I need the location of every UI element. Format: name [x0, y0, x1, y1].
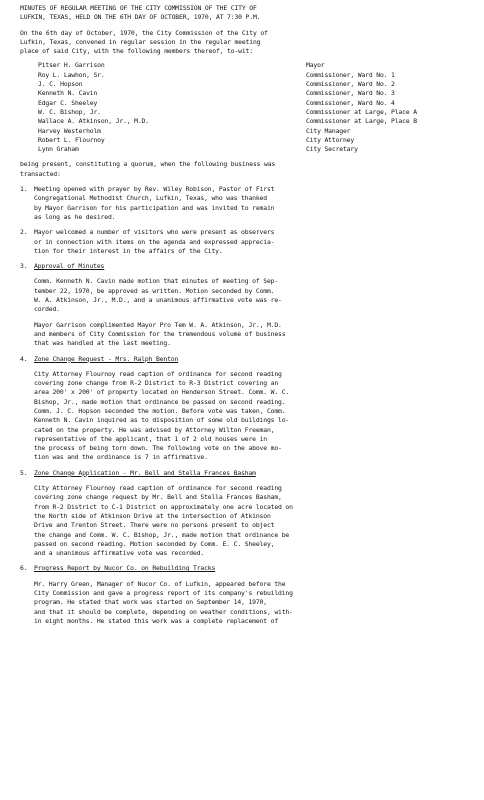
- paragraph-line: area 200' x 200' of property located on Henderson Street. Comm. W. C.: [34, 388, 290, 397]
- paragraph-line: Kenneth N. Cavin inquired as to disposition of some old buildings lo-: [34, 416, 290, 425]
- paragraph-line: and members of City Commission for the tremendous volume of business: [34, 329, 286, 338]
- item-number: 4.: [20, 354, 28, 363]
- item-number: 1.: [20, 185, 28, 194]
- item-number: 6.: [20, 564, 28, 573]
- attendee-name: Roy L. Lawhon, Sr.: [38, 70, 105, 79]
- paragraph-line: representative of the applicant, that 1 of 2 old houses were in: [34, 434, 267, 443]
- quorum-line: being present, constituting a quorum, when the following business was: [20, 160, 276, 169]
- intro-line: Lufkin, Texas, convened in regular session in the regular meeting: [20, 37, 261, 46]
- paragraph-line: and that it should be complete, depending on weather conditions, with-: [34, 607, 293, 616]
- attendee-name: Pitser H. Garrison: [38, 61, 105, 70]
- paragraph-line: tion was and the ordinance is 7 in affirmative.: [34, 453, 208, 462]
- item-number: 2.: [20, 228, 28, 237]
- paragraph-line: that was handled at the last meeting.: [34, 339, 171, 348]
- agenda-item: [20, 564, 466, 626]
- quorum-paragraph: [20, 160, 466, 179]
- paragraph-line: Mayor Garrison complimented Mayor Pro Tem W. A. Atkinson, Jr., M.D.: [34, 320, 282, 329]
- item-body: [34, 564, 466, 626]
- agenda-item: [20, 262, 466, 348]
- paragraph-line: the change and Comm. W. C. Bishop, Jr., made motion that ordinance be: [34, 530, 290, 539]
- paragraph-line: passed on second reading. Motion seconded by Comm. E. C. Sheeley,: [34, 539, 275, 548]
- attendee-title: City Secretary: [306, 145, 358, 154]
- paragraph-line: corded.: [34, 305, 60, 314]
- heading-line: LUFKIN, TEXAS, HELD ON THE 6TH DAY OF OCTOBER, 1970, AT 7:30 P.M.: [20, 13, 261, 22]
- paragraph-line: Meeting opened with prayer by Rev. Wiley Robison, Pastor of First: [34, 185, 275, 194]
- item-body: [34, 355, 466, 463]
- paragraph-line: covering zone change request by Mr. Bell and Stella Frances Basham,: [34, 493, 282, 502]
- paragraph-line: tember 22, 1970, be approved as written. Motion seconded by Comm.: [34, 286, 275, 295]
- attendee-name: J. C. Hopson: [38, 80, 83, 89]
- item-title: Zone Change Request - Mrs. Ralph Benton: [34, 354, 179, 363]
- intro-line: On the 6th day of October, 1970, the City Commission of the City of: [20, 28, 268, 37]
- item-paragraph: [34, 484, 466, 558]
- item-title: Zone Change Application - Mr. Bell and Stella Frances Basham: [34, 468, 256, 477]
- item-paragraph: [34, 185, 466, 222]
- agenda-item: [20, 185, 466, 222]
- item-body: [34, 469, 466, 559]
- paragraph-line: as long as he desired.: [34, 212, 116, 221]
- paragraph-line: Congregational Methodist Church, Lufkin, Texas, who was thanked: [34, 194, 267, 203]
- paragraph-line: City Attorney Flournoy read caption of ordinance for second reading: [34, 484, 282, 493]
- item-paragraph: [34, 370, 466, 463]
- intro-paragraph: [20, 29, 466, 57]
- item-number: 3.: [20, 262, 28, 271]
- attendee-title: Commissioner, Ward No. 2: [306, 80, 395, 89]
- paragraph-line: City Attorney Flournoy read caption of ordinance for second reading: [34, 369, 282, 378]
- attendee-title: Commissioner, Ward No. 4: [306, 98, 395, 107]
- attendee-name: Edgar C. Sheeley: [38, 98, 98, 107]
- item-paragraph: [34, 321, 466, 349]
- paragraph-line: program. He stated that work was started on September 14, 1970,: [34, 598, 267, 607]
- agenda-item: [20, 355, 466, 463]
- paragraph-line: in eight months. He stated this work was a complete replacement of: [34, 616, 279, 625]
- item-paragraph: [34, 228, 466, 256]
- attendee-name: Lynn Graham: [38, 145, 79, 154]
- attendance-list: [20, 61, 466, 154]
- item-number: 5.: [20, 468, 28, 477]
- attendee-title: City Attorney: [306, 135, 355, 144]
- attendee-name: Robert L. Flournoy: [38, 135, 105, 144]
- paragraph-line: the North side of Atkinson Drive at the intersection of Atkinson: [34, 511, 271, 520]
- attendee-title: Commissioner, Ward No. 3: [306, 89, 395, 98]
- agenda-item: [20, 469, 466, 559]
- attendee-titles: [306, 61, 466, 154]
- item-paragraph: [34, 277, 466, 314]
- paragraph-line: from R-2 District to C-1 District on approximately one acre located on: [34, 502, 293, 511]
- paragraph-line: Mr. Harry Green, Manager of Nucor Co. of Lufkin, appeared before the: [34, 579, 286, 588]
- item-title: Progress Report by Nucor Co. on Rebuilding Tracks: [34, 564, 216, 573]
- agenda-item: [20, 228, 466, 256]
- paragraph-line: City Commission and gave a progress report of its company's rebuilding: [34, 589, 293, 598]
- attendee-title: Commissioner at Large, Place A: [306, 107, 417, 116]
- paragraph-line: and a unanimous affirmative vote was recorded.: [34, 549, 205, 558]
- paragraph-line: covering zone change from R-2 District to R-3 District covering an: [34, 379, 279, 388]
- paragraph-line: cated on the property. He was advised by Attorney Wilton Freeman,: [34, 425, 275, 434]
- paragraph-line: Mayor welcomed a number of visitors who were present as observers: [34, 228, 275, 237]
- attendee-title: Mayor: [306, 61, 325, 70]
- minutes-heading: [20, 4, 466, 23]
- attendee-title: City Manager: [306, 126, 351, 135]
- heading-line: MINUTES OF REGULAR MEETING OF THE CITY COMMISSION OF THE CITY OF: [20, 4, 257, 12]
- agenda-items: [20, 185, 466, 626]
- quorum-line: transacted:: [20, 169, 61, 178]
- paragraph-line: tion for their interest in the affairs of the City.: [34, 246, 223, 255]
- paragraph-line: W. A. Atkinson, Jr., M.D., and a unanimous affirmative vote was re-: [34, 296, 282, 305]
- attendee-name: W. C. Bishop, Jr.: [38, 107, 101, 116]
- attendee-title: Commissioner, Ward No. 1: [306, 70, 395, 79]
- item-body: [34, 262, 466, 348]
- attendee-name: Kenneth N. Cavin: [38, 89, 98, 98]
- paragraph-line: by Mayor Garrison for his participation and was invited to remain: [34, 203, 275, 212]
- attendee-name: Harvey Westerholm: [38, 126, 101, 135]
- paragraph-line: Comm. J. C. Hopson seconded the motion. Before vote was taken, Comm.: [34, 406, 286, 415]
- attendee-names: [38, 61, 306, 154]
- paragraph-line: Drive and Trenton Street. There were no persons present to object: [34, 521, 275, 530]
- item-title: Approval of Minutes: [34, 262, 105, 271]
- paragraph-line: Bishop, Jr., made motion that ordinance be passed on second reading.: [34, 397, 286, 406]
- item-body: [34, 185, 466, 222]
- paragraph-line: Comm. Kenneth N. Cavin made motion that minutes of meeting of Sep-: [34, 277, 279, 286]
- item-body: [34, 228, 466, 256]
- attendee-title: Commissioner at Large, Place B: [306, 117, 417, 126]
- item-paragraph: [34, 580, 466, 626]
- paragraph-line: the process of being torn down. The following vote on the above mo-: [34, 444, 282, 453]
- intro-line: place of said City, with the following members thereof, to-wit:: [20, 47, 253, 56]
- attendee-name: Wallace A. Atkinson, Jr., M.D.: [38, 117, 149, 126]
- paragraph-line: or in connection with items on the agenda and expressed apprecia-: [34, 237, 275, 246]
